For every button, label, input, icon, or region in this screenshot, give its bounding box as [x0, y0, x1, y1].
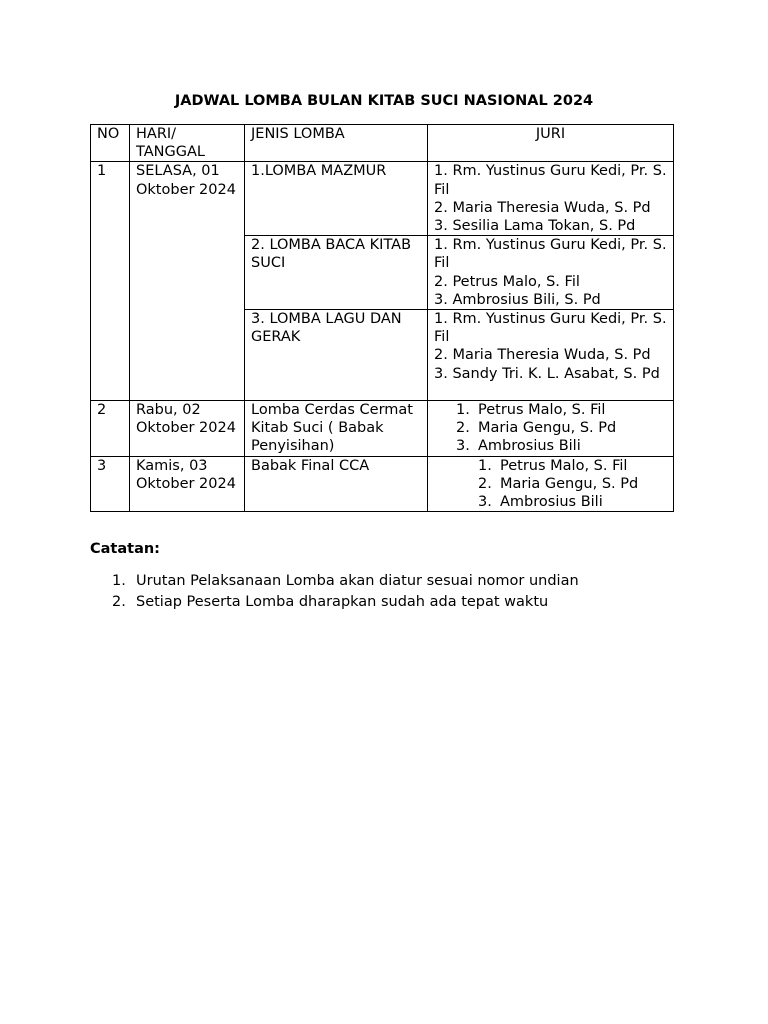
document-title: JADWAL LOMBA BULAN KITAB SUCI NASIONAL 2024: [174, 93, 594, 109]
jury-cell: [428, 456, 674, 512]
note-item: [112, 571, 579, 592]
jury-member: 2. Maria Theresia Wuda, S. Pd: [434, 347, 651, 364]
table-header-row: [91, 125, 674, 162]
jury-member: 1. Rm. Yustinus Guru Kedi, Pr. S. Fil: [434, 311, 667, 346]
jury-cell: [428, 162, 674, 236]
schedule-table: [90, 124, 674, 512]
jury-name: Petrus Malo, S. Fil: [478, 402, 606, 419]
jury-member: [478, 457, 667, 475]
list-number: 1.: [112, 573, 126, 589]
jury-name: Petrus Malo, S. Fil: [500, 457, 628, 474]
list-number: 2.: [478, 475, 492, 492]
jury-list: [434, 401, 667, 456]
jury-member: 3. Ambrosius Bili, S. Pd: [434, 291, 601, 308]
list-number: 3.: [478, 494, 492, 511]
notes-title: Catatan:: [90, 541, 160, 557]
header-jury: JURI: [428, 125, 674, 162]
table-row: [91, 162, 674, 236]
list-number: 1.: [478, 457, 492, 474]
row-number: 3: [91, 456, 130, 512]
header-competition-type: JENIS LOMBA: [245, 125, 428, 162]
header-day-date: HARI/ TANGGAL: [130, 125, 245, 162]
jury-member: [456, 401, 667, 419]
jury-cell: [428, 310, 674, 401]
list-number: 2.: [456, 420, 470, 437]
row-day-date: Kamis, 03 Oktober 2024: [130, 456, 245, 512]
competition-name: 3. LOMBA LAGU DAN GERAK: [245, 310, 428, 401]
notes-list: [112, 571, 579, 613]
competition-name: 1.LOMBA MAZMUR: [245, 162, 428, 236]
jury-cell: [428, 236, 674, 310]
jury-member: 3. Sandy Tri. K. L. Asabat, S. Pd: [434, 365, 660, 382]
list-number: 3.: [456, 438, 470, 455]
note-text: Urutan Pelaksanaan Lomba akan diatur sesuai nomor undian: [136, 573, 579, 589]
table-row: [91, 401, 674, 457]
jury-member: [478, 493, 667, 511]
list-number: 1.: [456, 402, 470, 419]
jury-cell: [428, 401, 674, 457]
row-number: 2: [91, 401, 130, 457]
jury-list: [434, 457, 667, 512]
jury-name: Ambrosius Bili: [500, 494, 603, 511]
competition-name: Babak Final CCA: [245, 456, 428, 512]
jury-member: 1. Rm. Yustinus Guru Kedi, Pr. S. Fil: [434, 237, 667, 272]
jury-member: [478, 475, 667, 493]
row-day-date: Rabu, 02 Oktober 2024: [130, 401, 245, 457]
note-text: Setiap Peserta Lomba dharapkan sudah ada tepat waktu: [136, 594, 549, 610]
jury-member: 1. Rm. Yustinus Guru Kedi, Pr. S. Fil: [434, 163, 667, 198]
competition-name: 2. LOMBA BACA KITAB SUCI: [245, 236, 428, 310]
row-day-date: SELASA, 01 Oktober 2024: [130, 162, 245, 401]
jury-member: [456, 419, 667, 437]
header-no: NO: [91, 125, 130, 162]
jury-member: 2. Petrus Malo, S. Fil: [434, 273, 580, 290]
competition-name: Lomba Cerdas Cermat Kitab Suci ( Babak Penyisihan): [245, 401, 428, 457]
jury-member: [456, 437, 667, 455]
jury-name: Ambrosius Bili: [478, 438, 581, 455]
note-item: [112, 592, 579, 613]
table-row: [91, 456, 674, 512]
jury-name: Maria Gengu, S. Pd: [500, 475, 639, 492]
jury-name: Maria Gengu, S. Pd: [478, 420, 617, 437]
row-number: 1: [91, 162, 130, 401]
jury-member: 3. Sesilia Lama Tokan, S. Pd: [434, 218, 636, 235]
jury-member: 2. Maria Theresia Wuda, S. Pd: [434, 199, 651, 216]
list-number: 2.: [112, 594, 126, 610]
